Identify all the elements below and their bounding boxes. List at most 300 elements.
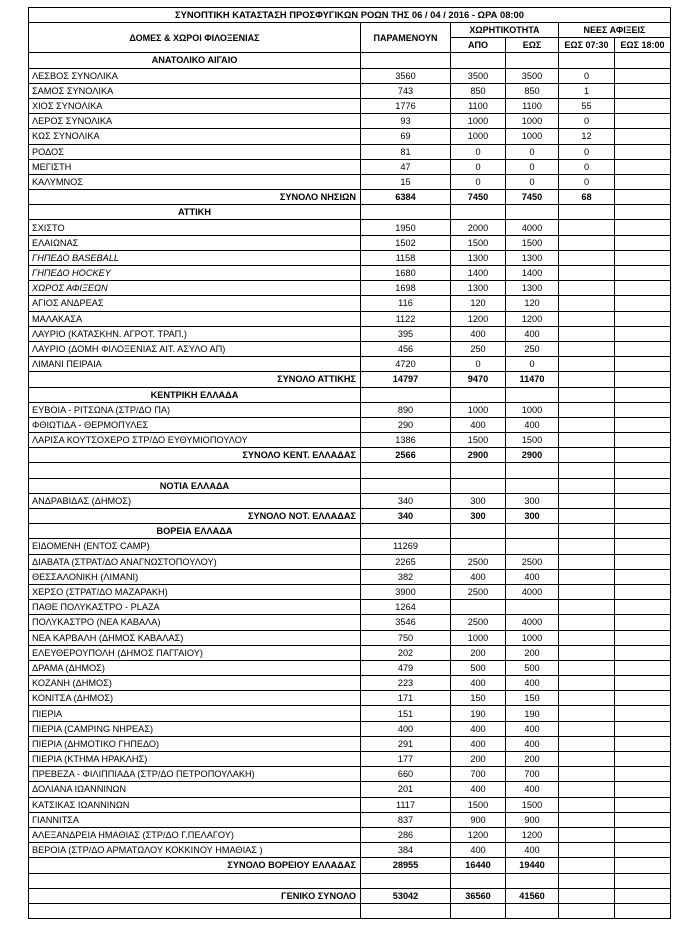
capacity-from-value: 850 (451, 83, 506, 98)
section-row (29, 205, 671, 220)
capacity-from-value: 1200 (451, 311, 506, 326)
arrivals-1800-value (615, 281, 671, 296)
report-title-row (29, 8, 671, 23)
arrivals-1800-value (615, 706, 671, 721)
structure-name: ΛΑΡΙΣΑ ΚΟΥΤΣΟΧΕΡΟ ΣΤΡ/ΔΟ ΕΥΘΥΜΙΟΠΟΥΛΟΥ (29, 433, 361, 448)
table-row (29, 174, 671, 189)
table-row (29, 144, 671, 159)
section-row (29, 524, 671, 539)
capacity-from-value: 200 (451, 645, 506, 660)
remaining-value: 340 (361, 509, 451, 524)
table-row (29, 114, 671, 129)
table-row (29, 235, 671, 250)
arrivals-1800-value (615, 736, 671, 751)
table-row (29, 68, 671, 83)
table-row (29, 645, 671, 660)
capacity-from-value: 36560 (451, 888, 506, 903)
arrivals-1800-value (615, 402, 671, 417)
structure-name: ΑΛΕΞΑΝΔΡΕΙΑ ΗΜΑΘΙΑΣ (ΣΤΡ/ΔΟ Γ.ΠΕΛΑΓΟΥ) (29, 827, 361, 842)
arrivals-1800-value (615, 569, 671, 584)
capacity-from-value: 2000 (451, 220, 506, 235)
total-row (29, 509, 671, 524)
empty-cell (559, 873, 615, 888)
remaining-value: 171 (361, 691, 451, 706)
arrivals-1800-value (615, 509, 671, 524)
blank-row (29, 903, 671, 918)
table-row (29, 98, 671, 113)
arrivals-1800-value (615, 114, 671, 129)
empty-cell (615, 205, 671, 220)
empty-cell (506, 524, 559, 539)
arrivals-0730-value (559, 858, 615, 873)
capacity-from-value: 2500 (451, 554, 506, 569)
empty-cell (506, 387, 559, 402)
structure-name: ΕΛΕΥΘΕΡΟΥΠΟΛΗ (ΔΗΜΟΣ ΠΑΓΓΑΙΟΥ) (29, 645, 361, 660)
header-arrivals-0730: ΕΩΣ 07:30 (559, 38, 615, 53)
capacity-to-value: 400 (506, 326, 559, 341)
arrivals-0730-value: 1 (559, 83, 615, 98)
capacity-to-value: 41560 (506, 888, 559, 903)
table-row (29, 129, 671, 144)
table-row (29, 630, 671, 645)
capacity-to-value: 1000 (506, 129, 559, 144)
empty-cell (559, 524, 615, 539)
arrivals-0730-value (559, 691, 615, 706)
remaining-value: 456 (361, 341, 451, 356)
remaining-value: 81 (361, 144, 451, 159)
table-row (29, 311, 671, 326)
table-row (29, 433, 671, 448)
arrivals-0730-value (559, 600, 615, 615)
capacity-to-value: 1500 (506, 235, 559, 250)
table-row (29, 736, 671, 751)
table-row (29, 554, 671, 569)
remaining-value: 1776 (361, 98, 451, 113)
capacity-to-value: 700 (506, 767, 559, 782)
structure-name: ΔΟΛΙΑΝΑ ΙΩΑΝΝΙΝΩΝ (29, 782, 361, 797)
empty-cell (615, 387, 671, 402)
arrivals-1800-value (615, 357, 671, 372)
arrivals-1800-value (615, 448, 671, 463)
structure-name: ΛΕΡΟΣ ΣΥΝΟΛΙΚΑ (29, 114, 361, 129)
header-remaining: ΠΑΡΑΜΕΝΟΥΝ (361, 23, 451, 53)
table-row (29, 159, 671, 174)
capacity-from-value: 400 (451, 569, 506, 584)
structure-name: ΧΩΡΟΣ ΑΦΙΞΕΩΝ (29, 281, 361, 296)
capacity-to-value: 4000 (506, 615, 559, 630)
arrivals-0730-value (559, 266, 615, 281)
arrivals-0730-value (559, 433, 615, 448)
arrivals-1800-value (615, 660, 671, 675)
remaining-value: 116 (361, 296, 451, 311)
empty-cell (451, 478, 506, 493)
arrivals-0730-value (559, 417, 615, 432)
structure-name: ΦΘΙΩΤΙΔΑ - ΘΕΡΜΟΠΥΛΕΣ (29, 417, 361, 432)
arrivals-1800-value (615, 752, 671, 767)
arrivals-1800-value (615, 129, 671, 144)
header-capacity-to: ΕΩΣ (506, 38, 559, 53)
arrivals-0730-value (559, 827, 615, 842)
total-label: ΣΥΝΟΛΟ ΝΗΣΙΩΝ (29, 190, 361, 205)
remaining-value: 202 (361, 645, 451, 660)
remaining-value: 28955 (361, 858, 451, 873)
structure-name: ΝΕΑ ΚΑΡΒΑΛΗ (ΔΗΜΟΣ ΚΑΒΑΛΑΣ) (29, 630, 361, 645)
capacity-to-value: 1000 (506, 402, 559, 417)
capacity-to-value: 0 (506, 159, 559, 174)
empty-cell (361, 53, 451, 68)
capacity-from-value: 400 (451, 736, 506, 751)
empty-cell (559, 53, 615, 68)
structure-name: ΕΙΔΟΜΕΝΗ (ΕΝΤΟΣ CAMP) (29, 539, 361, 554)
empty-cell (615, 903, 671, 918)
capacity-from-value (451, 600, 506, 615)
table-row (29, 296, 671, 311)
capacity-to-value: 190 (506, 706, 559, 721)
empty-cell (506, 463, 559, 478)
empty-cell (361, 524, 451, 539)
section-title: ΑΤΤΙΚΗ (29, 205, 361, 220)
capacity-from-value: 1500 (451, 433, 506, 448)
remaining-value: 47 (361, 159, 451, 174)
structure-name: ΓΗΠΕΔΟ HOCKEY (29, 266, 361, 281)
capacity-to-value: 400 (506, 736, 559, 751)
capacity-from-value: 200 (451, 752, 506, 767)
structure-name: ΚΩΣ ΣΥΝΟΛΙΚΑ (29, 129, 361, 144)
header-row-1 (29, 23, 671, 38)
arrivals-0730-value (559, 888, 615, 903)
capacity-to-value: 1200 (506, 827, 559, 842)
remaining-value: 3546 (361, 615, 451, 630)
capacity-to-value: 850 (506, 83, 559, 98)
arrivals-1800-value (615, 676, 671, 691)
empty-cell (29, 463, 361, 478)
table-row (29, 417, 671, 432)
arrivals-0730-value (559, 296, 615, 311)
capacity-to-value: 500 (506, 660, 559, 675)
remaining-value: 3900 (361, 584, 451, 599)
capacity-to-value: 1300 (506, 281, 559, 296)
structure-name: ΣΑΜΟΣ ΣΥΝΟΛΙΚΑ (29, 83, 361, 98)
capacity-from-value: 250 (451, 341, 506, 356)
header-capacity: ΧΩΡΗΤΙΚΟΤΗΤΑ (451, 23, 559, 38)
header-arrivals-1800: ΕΩΣ 18:00 (615, 38, 671, 53)
structure-name: ΚΑΛΥΜΝΟΣ (29, 174, 361, 189)
arrivals-0730-value (559, 812, 615, 827)
remaining-value: 479 (361, 660, 451, 675)
remaining-value: 395 (361, 326, 451, 341)
table-row (29, 584, 671, 599)
capacity-to-value: 300 (506, 509, 559, 524)
table-row (29, 691, 671, 706)
capacity-to-value (506, 539, 559, 554)
arrivals-0730-value: 68 (559, 190, 615, 205)
capacity-from-value: 1000 (451, 114, 506, 129)
capacity-to-value: 150 (506, 691, 559, 706)
table-row (29, 706, 671, 721)
table-row (29, 721, 671, 736)
empty-cell (615, 53, 671, 68)
capacity-from-value: 190 (451, 706, 506, 721)
section-row (29, 478, 671, 493)
remaining-value: 384 (361, 843, 451, 858)
empty-cell (559, 205, 615, 220)
capacity-from-value: 16440 (451, 858, 506, 873)
table-row (29, 220, 671, 235)
arrivals-0730-value: 0 (559, 144, 615, 159)
table-row (29, 341, 671, 356)
empty-cell (451, 387, 506, 402)
empty-cell (559, 463, 615, 478)
capacity-from-value: 400 (451, 676, 506, 691)
arrivals-0730-value (559, 569, 615, 584)
section-title: ΝΟΤΙΑ ΕΛΛΑΔΑ (29, 478, 361, 493)
capacity-from-value: 0 (451, 144, 506, 159)
remaining-value: 1698 (361, 281, 451, 296)
empty-cell (451, 53, 506, 68)
total-label: ΣΥΝΟΛΟ ΚΕΝΤ. ΕΛΛΑΔΑΣ (29, 448, 361, 463)
structure-name: ΠΙΕΡΙΑ (ΚΤΗΜΑ ΗΡΑΚΛΗΣ) (29, 752, 361, 767)
arrivals-0730-value (559, 782, 615, 797)
capacity-to-value: 1500 (506, 433, 559, 448)
structure-name: ΜΕΓΙΣΤΗ (29, 159, 361, 174)
structure-name: ΛΙΜΑΝΙ ΠΕΙΡΑΙΑ (29, 357, 361, 372)
empty-cell (615, 463, 671, 478)
capacity-from-value: 1000 (451, 129, 506, 144)
report-title: ΣΥΝΟΠΤΙΚΗ ΚΑΤΑΣΤΑΣΗ ΠΡΟΣΦΥΓΙΚΩΝ ΡΟΩΝ ΤΗΣ 06 / 04 / 2016 - ΩΡΑ 08:00 (29, 8, 671, 23)
remaining-value: 743 (361, 83, 451, 98)
arrivals-1800-value (615, 888, 671, 903)
remaining-value: 660 (361, 767, 451, 782)
section-row (29, 387, 671, 402)
capacity-from-value: 7450 (451, 190, 506, 205)
capacity-to-value: 400 (506, 721, 559, 736)
remaining-value: 14797 (361, 372, 451, 387)
arrivals-0730-value (559, 372, 615, 387)
arrivals-0730-value (559, 250, 615, 265)
structure-name: ΧΕΡΣΟ (ΣΤΡΑΤ/ΔΟ ΜΑΖΑΡΑΚΗ) (29, 584, 361, 599)
structure-name: ΠΡΕΒΕΖΑ - ΦΙΛΙΠΠΙΑΔΑ (ΣΤΡ/ΔΟ ΠΕΤΡΟΠΟΥΛΑΚΗ) (29, 767, 361, 782)
structure-name: ΕΥΒΟΙΑ - ΡΙΤΣΩΝΑ (ΣΤΡ/ΔΟ ΠΑ) (29, 402, 361, 417)
empty-cell (506, 205, 559, 220)
remaining-value: 201 (361, 782, 451, 797)
table-row (29, 752, 671, 767)
total-row (29, 448, 671, 463)
capacity-to-value: 120 (506, 296, 559, 311)
arrivals-0730-value (559, 539, 615, 554)
empty-cell (615, 524, 671, 539)
capacity-to-value: 1400 (506, 266, 559, 281)
arrivals-0730-value (559, 676, 615, 691)
remaining-value: 15 (361, 174, 451, 189)
table-row (29, 539, 671, 554)
table-row (29, 402, 671, 417)
table-row (29, 281, 671, 296)
capacity-to-value: 4000 (506, 584, 559, 599)
arrivals-0730-value (559, 584, 615, 599)
capacity-to-value: 1300 (506, 250, 559, 265)
capacity-from-value (451, 539, 506, 554)
arrivals-1800-value (615, 235, 671, 250)
structure-name: ΘΕΣΣΑΛΟΝΙΚΗ (ΛΙΜΑΝΙ) (29, 569, 361, 584)
arrivals-1800-value (615, 190, 671, 205)
capacity-from-value: 2500 (451, 615, 506, 630)
empty-cell (506, 53, 559, 68)
capacity-from-value: 400 (451, 843, 506, 858)
empty-cell (451, 903, 506, 918)
arrivals-0730-value: 0 (559, 68, 615, 83)
remaining-value: 151 (361, 706, 451, 721)
remaining-value: 837 (361, 812, 451, 827)
capacity-to-value: 0 (506, 174, 559, 189)
empty-cell (29, 903, 361, 918)
remaining-value: 177 (361, 752, 451, 767)
empty-cell (361, 463, 451, 478)
arrivals-1800-value (615, 691, 671, 706)
capacity-from-value: 1100 (451, 98, 506, 113)
header-structures: ΔΟΜΕΣ & ΧΩΡΟΙ ΦΙΛΟΞΕΝΙΑΣ (29, 23, 361, 53)
empty-cell (615, 478, 671, 493)
empty-cell (451, 524, 506, 539)
remaining-value: 400 (361, 721, 451, 736)
arrivals-1800-value (615, 326, 671, 341)
empty-cell (615, 873, 671, 888)
arrivals-1800-value (615, 584, 671, 599)
capacity-to-value: 11470 (506, 372, 559, 387)
arrivals-1800-value (615, 797, 671, 812)
total-label: ΣΥΝΟΛΟ ΑΤΤΙΚΗΣ (29, 372, 361, 387)
structure-name: ΓΙΑΝΝΙΤΣΑ (29, 812, 361, 827)
capacity-to-value: 400 (506, 569, 559, 584)
capacity-from-value: 300 (451, 493, 506, 508)
remaining-value: 2566 (361, 448, 451, 463)
arrivals-1800-value (615, 858, 671, 873)
section-title: ΒΟΡΕΙΑ ΕΛΛΑΔΑ (29, 524, 361, 539)
capacity-from-value: 400 (451, 417, 506, 432)
arrivals-1800-value (615, 645, 671, 660)
capacity-to-value: 200 (506, 752, 559, 767)
capacity-to-value: 4000 (506, 220, 559, 235)
arrivals-0730-value: 12 (559, 129, 615, 144)
structure-name: ΛΕΣΒΟΣ ΣΥΝΟΛΙΚΑ (29, 68, 361, 83)
capacity-to-value: 300 (506, 493, 559, 508)
arrivals-0730-value (559, 554, 615, 569)
arrivals-0730-value (559, 843, 615, 858)
capacity-to-value: 0 (506, 144, 559, 159)
structure-name: ΚΟΖΑΝΗ (ΔΗΜΟΣ) (29, 676, 361, 691)
arrivals-1800-value (615, 311, 671, 326)
arrivals-0730-value (559, 797, 615, 812)
structure-name: ΚΟΝΙΤΣΑ (ΔΗΜΟΣ) (29, 691, 361, 706)
empty-cell (361, 873, 451, 888)
arrivals-0730-value (559, 767, 615, 782)
arrivals-1800-value (615, 220, 671, 235)
capacity-from-value: 900 (451, 812, 506, 827)
table-row (29, 266, 671, 281)
capacity-to-value: 2900 (506, 448, 559, 463)
capacity-from-value: 400 (451, 782, 506, 797)
arrivals-0730-value (559, 326, 615, 341)
arrivals-0730-value (559, 402, 615, 417)
table-row (29, 326, 671, 341)
capacity-from-value: 500 (451, 660, 506, 675)
remaining-value: 223 (361, 676, 451, 691)
arrivals-0730-value (559, 509, 615, 524)
structure-name: ΡΟΔΟΣ (29, 144, 361, 159)
table-row (29, 812, 671, 827)
arrivals-0730-value: 0 (559, 159, 615, 174)
arrivals-1800-value (615, 827, 671, 842)
arrivals-1800-value (615, 615, 671, 630)
remaining-value: 750 (361, 630, 451, 645)
section-title: ΚΕΝΤΡΙΚΗ ΕΛΛΑΔΑ (29, 387, 361, 402)
structure-name: ΕΛΑΙΩΝΑΣ (29, 235, 361, 250)
remaining-value: 1386 (361, 433, 451, 448)
remaining-value: 11269 (361, 539, 451, 554)
remaining-value: 93 (361, 114, 451, 129)
arrivals-1800-value (615, 98, 671, 113)
table-row (29, 569, 671, 584)
table-row (29, 250, 671, 265)
remaining-value: 1502 (361, 235, 451, 250)
structure-name: ΠΙΕΡΙΑ (ΔΗΜΟΤΙΚΟ ΓΗΠΕΔΟ) (29, 736, 361, 751)
table-row (29, 827, 671, 842)
capacity-from-value: 300 (451, 509, 506, 524)
empty-cell (361, 903, 451, 918)
structure-name: ΓΗΠΕΔΟ BASEBALL (29, 250, 361, 265)
arrivals-0730-value (559, 706, 615, 721)
arrivals-1800-value (615, 296, 671, 311)
capacity-from-value: 2500 (451, 584, 506, 599)
empty-cell (361, 478, 451, 493)
capacity-to-value: 3500 (506, 68, 559, 83)
arrivals-0730-value (559, 615, 615, 630)
empty-cell (451, 873, 506, 888)
table-row (29, 797, 671, 812)
capacity-to-value: 1500 (506, 797, 559, 812)
empty-cell (506, 478, 559, 493)
structure-name: ΠΟΛΥΚΑΣΤΡΟ (ΝΕΑ ΚΑΒΑΛΑ) (29, 615, 361, 630)
remaining-value: 6384 (361, 190, 451, 205)
header-arrivals: ΝΕΕΣ ΑΦΙΞΕΙΣ (559, 23, 671, 38)
table-row (29, 843, 671, 858)
arrivals-0730-value (559, 736, 615, 751)
table-row (29, 83, 671, 98)
capacity-from-value: 150 (451, 691, 506, 706)
empty-cell (29, 873, 361, 888)
arrivals-1800-value (615, 630, 671, 645)
table-row (29, 615, 671, 630)
remaining-value: 890 (361, 402, 451, 417)
remaining-value: 1117 (361, 797, 451, 812)
arrivals-1800-value (615, 812, 671, 827)
capacity-from-value: 1300 (451, 250, 506, 265)
empty-cell (506, 903, 559, 918)
table-row (29, 357, 671, 372)
arrivals-0730-value (559, 660, 615, 675)
capacity-to-value: 1100 (506, 98, 559, 113)
structure-name: ΑΝΔΡΑΒΙΔΑΣ (ΔΗΜΟΣ) (29, 493, 361, 508)
capacity-from-value: 0 (451, 159, 506, 174)
arrivals-1800-value (615, 144, 671, 159)
arrivals-0730-value (559, 357, 615, 372)
capacity-to-value: 900 (506, 812, 559, 827)
arrivals-0730-value: 0 (559, 114, 615, 129)
capacity-from-value: 1200 (451, 827, 506, 842)
capacity-from-value: 120 (451, 296, 506, 311)
arrivals-1800-value (615, 266, 671, 281)
arrivals-1800-value (615, 372, 671, 387)
structure-name: ΒΕΡΟΙΑ (ΣΤΡ/ΔΟ ΑΡΜΑΤΩΛΟΥ ΚΟΚΚΙΝΟΥ ΗΜΑΘΙΑΣ ) (29, 843, 361, 858)
